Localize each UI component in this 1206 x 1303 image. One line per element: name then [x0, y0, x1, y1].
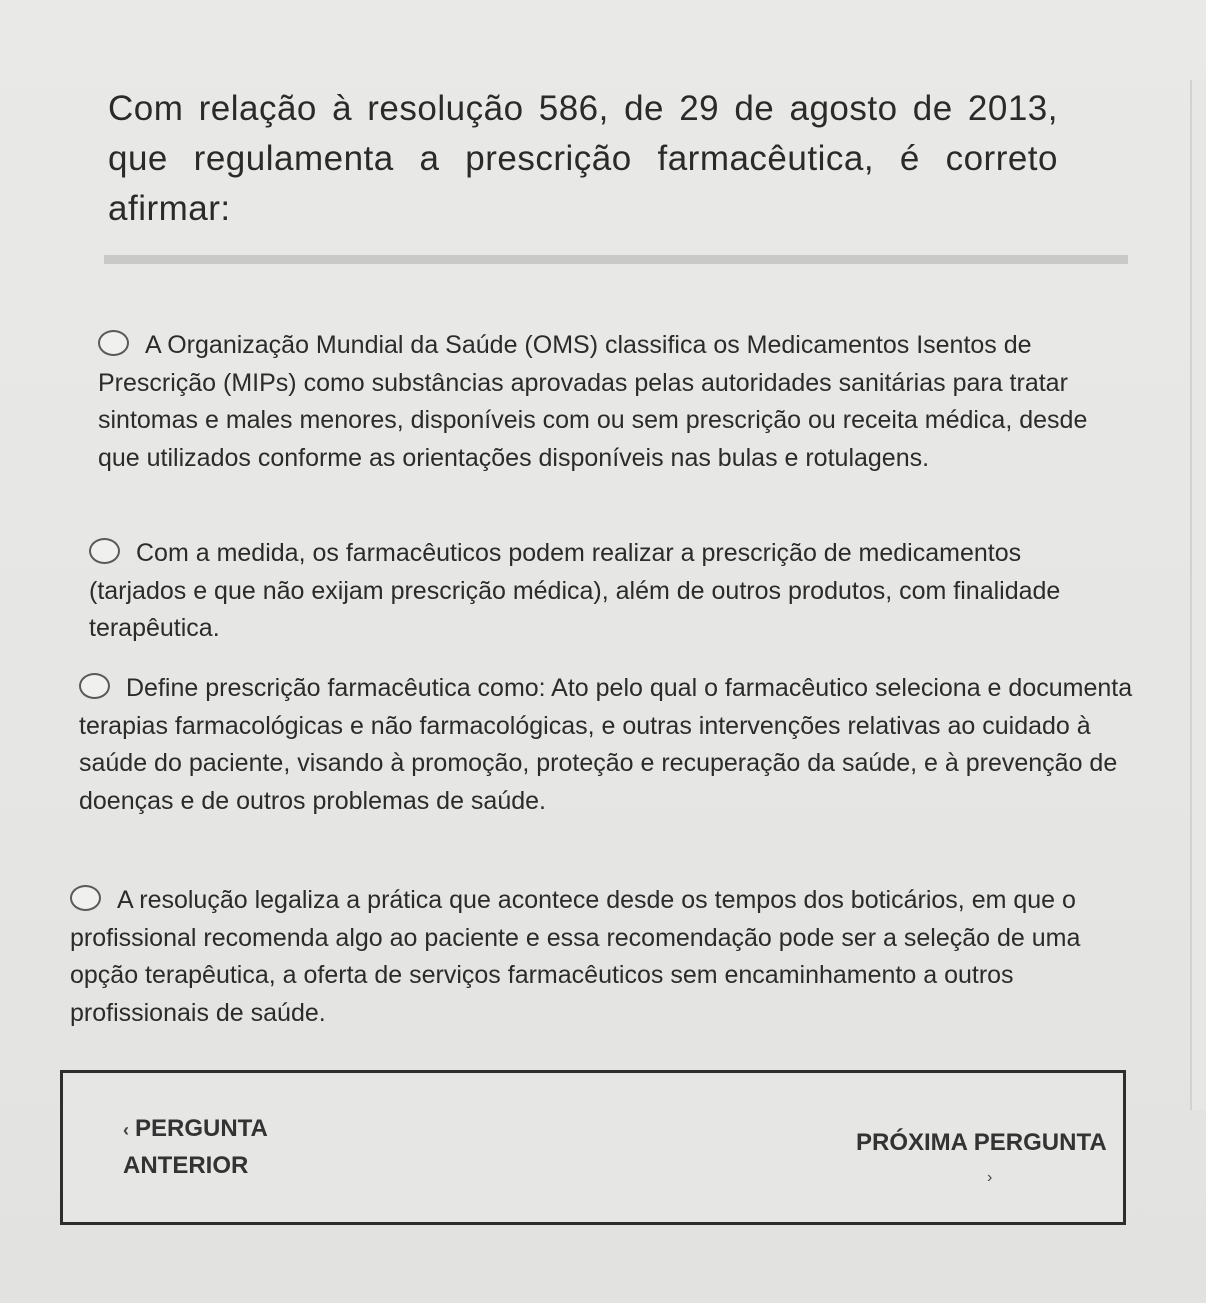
answer-option-1[interactable] — [98, 327, 1118, 477]
previous-question-label-line1: PERGUNTA — [135, 1115, 268, 1142]
answer-option-3-text: Define prescrição farmacêutica como: Ato pelo qual o farmacêutico seleciona e documenta terapias farmacológicas e não farmacológicas, e outras intervenções relativas ao cuidado à saúde do paciente, visando à promoção, proteção e recuperação da saúde, e à prevenção de doenças e de outros problemas de saúde. — [79, 674, 1133, 815]
answer-option-3[interactable] — [79, 670, 1139, 820]
answer-option-4-text: A resolução legaliza a prática que acontece desde os tempos dos boticários, em que o profissional recomenda algo ao paciente e essa recomendação pode ser a seleção de uma opção terapêutica, a oferta de serviços farmacêuticos sem encaminhamento a outros profissionais de saúde. — [70, 886, 1081, 1027]
previous-question-label-line2: ANTERIOR — [123, 1152, 249, 1179]
chevron-left-icon: ‹ — [123, 1120, 129, 1140]
next-question-button[interactable] — [856, 1125, 1107, 1161]
question-navigation — [60, 1070, 1126, 1225]
answer-option-2-text: Com a medida, os farmacêuticos podem realizar a prescrição de medicamentos (tarjados e que não exijam prescrição médica), além de outros produtos, com finalidade terapêutica. — [89, 539, 1061, 642]
scroll-edge — [1190, 80, 1206, 1110]
radio-unchecked-icon[interactable] — [89, 538, 120, 564]
radio-unchecked-icon[interactable] — [70, 885, 101, 911]
answer-option-4[interactable] — [70, 882, 1130, 1032]
radio-unchecked-icon[interactable] — [98, 330, 129, 356]
chevron-right-icon[interactable]: › — [987, 1169, 993, 1186]
question-text: Com relação à resolução 586, de 29 de agosto de 2013, que regulamenta a prescrição farmacêutica, é correto afirmar: — [108, 89, 1058, 228]
radio-unchecked-icon[interactable] — [79, 673, 110, 699]
previous-question-button[interactable] — [123, 1111, 323, 1184]
next-question-label: PRÓXIMA PERGUNTA — [856, 1129, 1107, 1156]
question-divider — [104, 255, 1128, 264]
answer-option-2[interactable] — [89, 535, 1089, 648]
answer-option-1-text: A Organização Mundial da Saúde (OMS) classifica os Medicamentos Isentos de Prescrição (MIPs) como substâncias aprovadas pelas autoridades sanitárias para tratar sintomas e males menores, disponíveis com ou sem prescrição ou receita médica, desde que utilizados conforme as orientações disponíveis nas bulas e rotulagens. — [98, 331, 1088, 472]
